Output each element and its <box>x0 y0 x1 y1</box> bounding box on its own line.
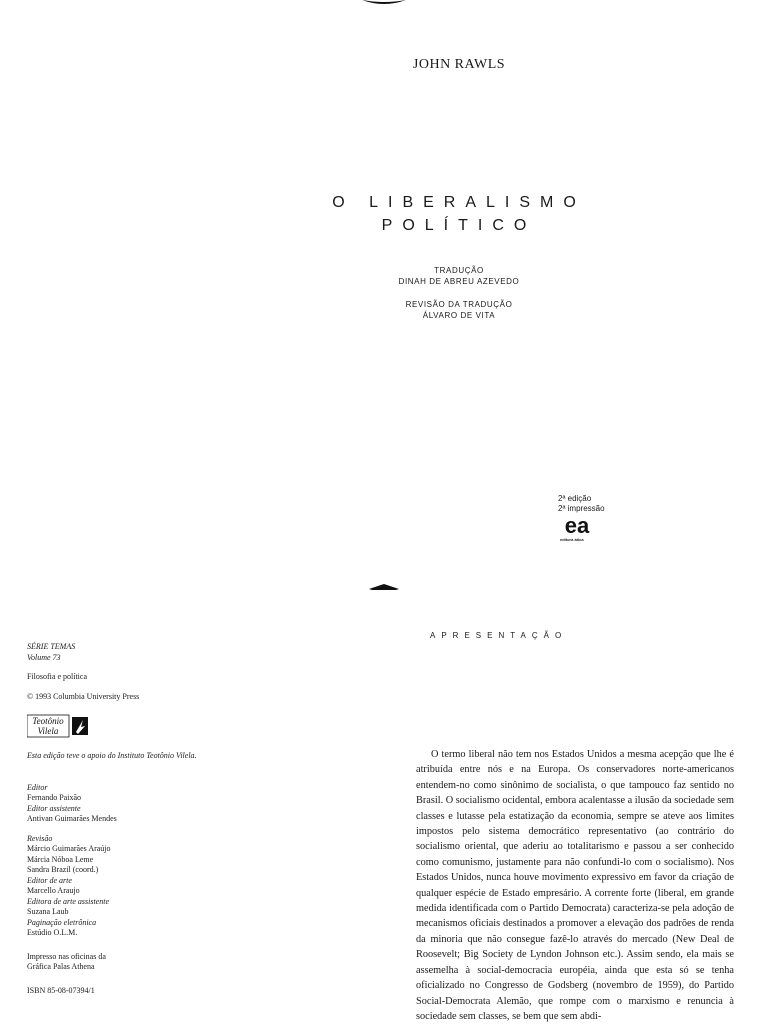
art-assistant-name: Suzana Laub <box>27 907 69 916</box>
translator-name: DINAH DE ABREU AZEVEDO <box>398 277 520 286</box>
section-heading: APRESENTAÇÃO <box>430 631 568 640</box>
editor-label: Editor <box>27 782 48 792</box>
translation-credit <box>0 265 768 287</box>
revision-label: Revisão <box>27 833 53 843</box>
presentation-text <box>416 747 734 1024</box>
reviser-name: ÁLVARO DE VITA <box>422 311 496 320</box>
series-name: SÉRIE TEMAS <box>27 642 76 651</box>
subject: Filosofia e política <box>27 672 87 681</box>
printing-line-1: Impresso nas oficinas da <box>27 951 106 961</box>
publisher-logo-text: ea <box>564 516 590 536</box>
colophon <box>27 642 139 711</box>
layout-name: Estúdio O.L.M. <box>27 928 78 937</box>
ornament-icon <box>362 0 406 8</box>
instituto-teotonio-vilela-logo <box>27 714 89 738</box>
presentation-paragraph: O termo liberal não tem nos Estados Unidos a mesma acepção que lhe é atribuída entre nós e na Europa. Os conservadores norte-americanos entendem-no como sinônimo de socialista, o que tampouco faz sentido no Brasil. O socialismo ocidental, embora acalentasse a ilusão da sociedade sem classes e lutasse pela estatização da economia, sempre se ateve aos limites impostos pelo sistema democrático representativo (ao contrário do socialismo oriental, que aderiu ao totalitarismo e passou a ser conhecido como comunismo, justamente para não confundi-lo com o socialismo). Nos Estados Unidos, nunca houve movimento expressivo em favor da criação de qualquer espécie de Estado empresário. A corrente forte (liberal, em grande medida identificada com o Partido Democrata) caracteriza-se pela adoção de mecanismos oficiais destinados a promover a elevação dos padrões de renda da minoria que não consegue fazê-lo através do mercado (New Deal de Roosevelt; Big Society de Lyndon Johnson etc.). Assim sendo, ela mais se assemelha à social-democracia européia, ainda que esta só se tenha oficializado no Congresso de Godsberg (novembro de 1959), do Partido Social-Democrata Alemão, que rompe com o marxismo e renuncia à sociedade sem classes, se bem que sem abdi- <box>416 749 734 1022</box>
colophon-credits <box>27 751 197 996</box>
revision-credit <box>0 299 768 321</box>
editor-name: Fernando Paixão <box>27 793 81 802</box>
art-editor-label: Editor de arte <box>27 875 72 885</box>
copyright: © 1993 Columbia University Press <box>27 691 140 701</box>
book-title-line-2: POLÍTICO <box>381 217 537 234</box>
translation-label: TRADUÇÃO <box>434 266 484 275</box>
reviser-3: Sandra Brazil (coord.) <box>27 865 99 874</box>
reviser-1: Márcio Guimarães Araújo <box>27 844 111 853</box>
ornament-icon <box>369 582 399 590</box>
publisher-name: editora ática <box>560 537 584 542</box>
author-name: JOHN RAWLS <box>412 57 506 72</box>
book-title-line-1: O LIBERALISMO <box>332 194 586 211</box>
publisher-logo <box>560 516 594 536</box>
assistant-editor-label: Editor assistente <box>27 803 81 813</box>
copyright-and-presentation-page <box>0 590 768 1024</box>
art-editor-name: Marcello Araujo <box>27 886 80 895</box>
edition-number: 2ª edição <box>558 494 592 503</box>
edition-info <box>558 494 605 514</box>
printing-line-2: Gráfica Palas Athena <box>27 962 95 971</box>
printing-number: 2ª impressão <box>558 504 605 513</box>
support-note: Esta edição teve o apoio do Instituto Teotônio Vilela. <box>27 751 197 760</box>
assistant-editor-name: Antivan Guimarães Mendes <box>27 814 117 823</box>
reviser-2: Márcia Nóboa Leme <box>27 854 94 864</box>
logo-text-1: Teotônio <box>32 716 64 726</box>
series-volume: Volume 73 <box>27 652 61 662</box>
logo-text-2: Vilela <box>37 726 59 736</box>
isbn: ISBN 85-08-07394/1 <box>27 985 95 995</box>
layout-label: Paginação eletrônica <box>27 917 97 927</box>
art-assistant-label: Editora de arte assistente <box>27 896 109 906</box>
revision-label: REVISÃO DA TRADUÇÃO <box>405 300 513 309</box>
